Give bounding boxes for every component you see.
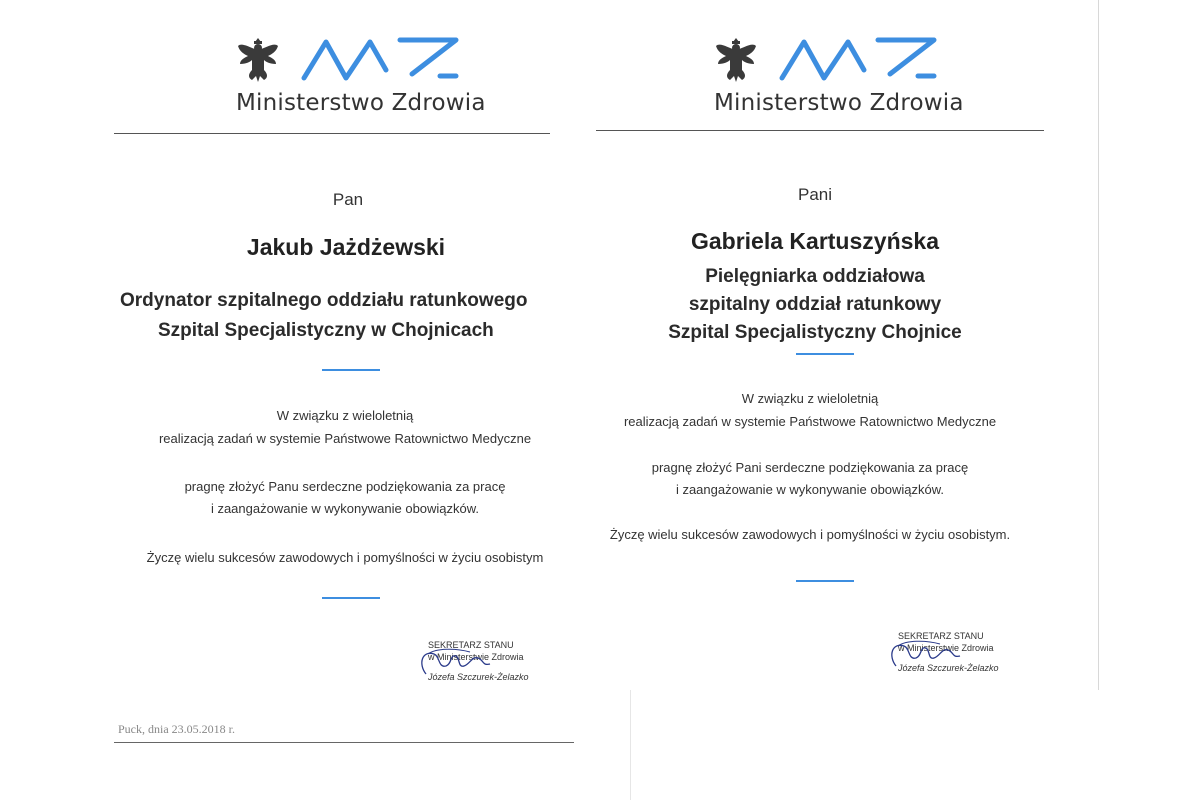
body-line: pragnę złożyć Panu serdeczne podziękowania za pracę — [184, 479, 506, 494]
body-line: i zaangażowanie w wykonywanie obowiązków. — [210, 501, 480, 516]
position-block — [120, 290, 590, 348]
blue-divider — [322, 597, 380, 599]
polish-eagle-emblem-icon — [236, 36, 280, 86]
position-line: Pielęgniarka oddziałowa — [705, 266, 925, 287]
body-line: W związku z wieloletnią — [741, 391, 879, 406]
recipient-name: Gabriela Kartuszyńska — [690, 228, 939, 254]
body-line: Życzę wielu sukcesów zawodowych i pomyślności w życiu osobistym — [146, 550, 544, 565]
position-line: Szpital Specjalistyczny w Chojnicach — [158, 320, 494, 341]
signature-title: SEKRETARZ STANU — [898, 631, 984, 641]
place-date: Puck, dnia 23.05.2018 r. — [118, 722, 235, 736]
position-line: Szpital Specjalistyczny Chojnice — [668, 322, 962, 343]
salutation: Pan — [332, 190, 364, 209]
signature-mark — [416, 644, 496, 680]
page-edge — [630, 690, 631, 800]
mz-logo-icon — [300, 34, 460, 82]
header-rule — [114, 133, 550, 134]
signature-name: Józefa Szczurek-Żelazko — [428, 672, 529, 682]
body-line: i zaangażowanie w wykonywanie obowiązków. — [675, 482, 945, 497]
blue-divider — [796, 580, 854, 582]
salutation: Pani — [797, 185, 833, 204]
page-edge — [1098, 0, 1099, 690]
header-rule — [596, 130, 1044, 131]
signature-name: Józefa Szczurek-Żelazko — [898, 663, 999, 673]
polish-eagle-emblem-icon — [714, 36, 758, 86]
ministry-name: Ministerstwo Zdrowia — [714, 90, 964, 116]
position-line: szpitalny oddział ratunkowy — [688, 294, 942, 315]
signature-mark — [886, 636, 966, 672]
body-line: Życzę wielu sukcesów zawodowych i pomyślności w życiu osobistym. — [609, 527, 1011, 542]
position-line: Ordynator szpitalnego oddziału ratunkowego — [120, 290, 528, 311]
ministry-name: Ministerstwo Zdrowia — [236, 90, 486, 116]
recipient-name: Jakub Jażdżewski — [246, 234, 446, 260]
body-line: realizacją zadań w systemie Państwowe Ratownictwo Medyczne — [623, 414, 997, 429]
letter-right — [590, 0, 1110, 800]
signature-title: w Ministerstwie Zdrowia — [428, 652, 524, 662]
blue-divider — [796, 353, 854, 355]
signature-title: SEKRETARZ STANU — [428, 640, 514, 650]
mz-logo-icon — [778, 34, 938, 82]
body-line: W związku z wieloletnią — [276, 408, 414, 423]
body-line: realizacją zadań w systemie Państwowe Ratownictwo Medyczne — [158, 431, 532, 446]
signature-title: w Ministerstwie Zdrowia — [898, 643, 994, 653]
letter-left — [0, 0, 590, 800]
footer-rule — [114, 742, 574, 743]
body-line: pragnę złożyć Pani serdeczne podziękowania za pracę — [651, 460, 969, 475]
blue-divider — [322, 369, 380, 371]
